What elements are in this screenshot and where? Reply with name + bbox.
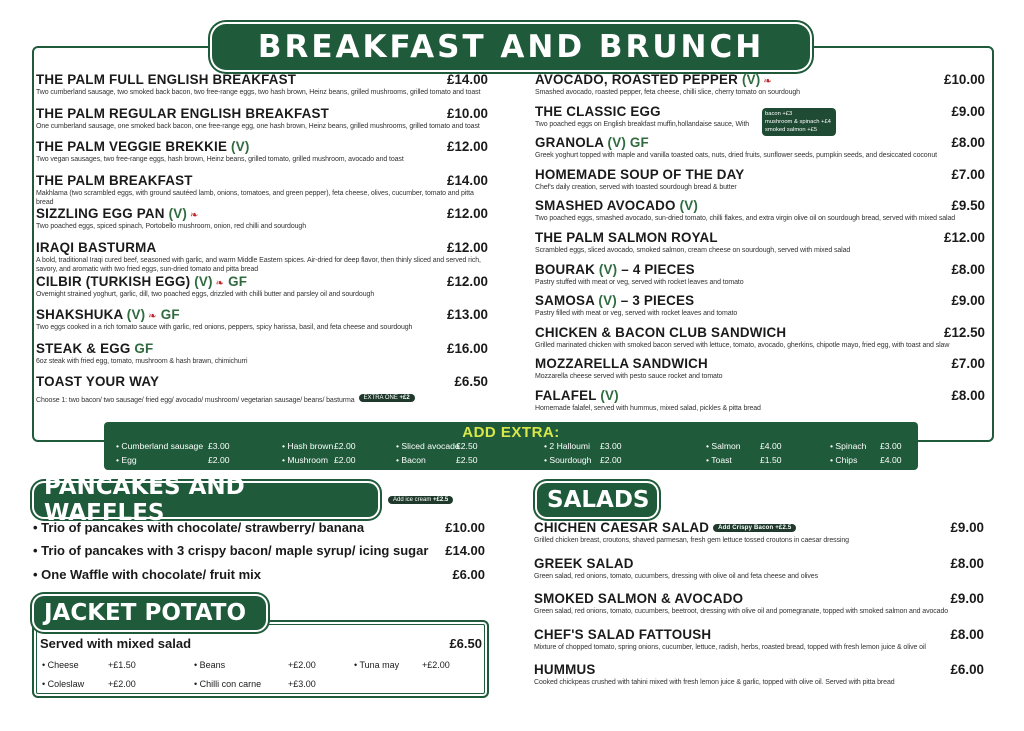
extra-item: • 2 Halloumi £3.00 <box>544 441 622 451</box>
extra-item: • Sourdough £2.00 <box>544 455 622 465</box>
item-name-wrap <box>535 293 694 308</box>
menu-item <box>36 139 488 173</box>
item-suffix: – 4 PIECES <box>621 261 695 277</box>
item-name-wrap <box>535 198 698 213</box>
extra-price: £3.00 <box>880 441 902 451</box>
badge-price: +£2.5 <box>433 497 449 503</box>
item-description: One cumberland sausage, one smoked back bacon, one free-range egg, one hash brown, Heinz beans, grilled mushrooms, grilled tomato and toast <box>36 122 480 130</box>
item-name: HUMMUS <box>534 662 596 677</box>
item-row <box>535 388 985 403</box>
item-name-wrap <box>36 307 180 322</box>
jacket-served: Served with mixed salad <box>40 636 192 651</box>
extra-price: £2.50 <box>456 441 478 451</box>
jacket-title: JACKET POTATO <box>44 600 247 626</box>
extra-name: Spinach <box>835 441 867 451</box>
item-description: Two poached eggs, spiced spinach, Portobello mushroom, onion, red chilli and sourdough <box>36 223 307 231</box>
item-price: £9.00 <box>951 293 985 309</box>
pancakes-title: PANCAKES AND WAFFLES <box>44 474 245 526</box>
badge-price: +£2.5 <box>775 525 792 532</box>
menu-item <box>535 262 985 294</box>
add-extra-box <box>104 422 918 470</box>
item-name-wrap <box>36 173 193 188</box>
item-name: FALAFEL <box>535 387 597 403</box>
menu-item <box>36 341 488 375</box>
item-description: Cooked chickpeas crushed with tahini mixed with fresh lemon juice & garlic, topped with olive oil. Served with pitta bread <box>534 679 895 686</box>
menu-item <box>535 230 985 262</box>
item-price: £10.00 <box>445 520 485 535</box>
item-name-wrap <box>535 135 649 150</box>
extra-item: • Hash brown £2.00 <box>282 441 356 451</box>
item-price: £9.50 <box>951 198 985 214</box>
item-name: GRANOLA <box>535 135 604 151</box>
item-row <box>535 356 985 371</box>
extra-name: Chips <box>835 455 858 465</box>
item-price: £14.00 <box>447 172 488 188</box>
item-description: Pastry filled with meat or veg, served with rocket leaves and tomato <box>535 310 738 318</box>
item-name: SMOKED SALMON & AVOCADO <box>534 591 744 606</box>
item-description: Smashed avocado, roasted pepper, feta cheese, chilli slice, cherry tomato on sourdough <box>535 89 800 96</box>
item-name: SMASHED AVOCADO <box>535 198 676 214</box>
chili-icon: ❧ <box>760 76 772 87</box>
classic-egg-addons <box>762 108 836 136</box>
item-name: THE PALM REGULAR ENGLISH BREAKFAST <box>36 105 329 121</box>
addon-line: smoked salmon +£5 <box>765 127 818 133</box>
menu-item <box>535 72 985 104</box>
item-price: £8.00 <box>951 387 985 403</box>
item-row <box>535 135 985 150</box>
menu-item <box>535 325 985 357</box>
item-description: Makhlama (two scrambled eggs, with ground sautéed lamb, onions, tomatoes, and green pepper), feta cheese, olives, cucumber, tomato and pitta bread <box>36 189 474 206</box>
item-name-wrap <box>36 72 296 87</box>
item-price: £9.00 <box>950 520 984 535</box>
item-row <box>534 556 984 571</box>
add-extra-title: ADD EXTRA: <box>462 424 560 441</box>
item-row <box>535 293 985 308</box>
item-name-wrap <box>535 72 772 87</box>
pancake-item <box>33 520 485 535</box>
item-price: £10.00 <box>944 72 985 87</box>
item-row <box>36 374 488 389</box>
extra-item: • Toast £1.50 <box>706 455 782 465</box>
item-price: £12.00 <box>447 206 488 222</box>
veg-tag: (V) <box>600 387 619 403</box>
extra-item: • Spinach £3.00 <box>830 441 902 451</box>
item-description: Chef's daily creation, served with toasted sourdough bread & butter <box>535 183 737 191</box>
item-row <box>36 173 488 188</box>
jacket-price: £6.50 <box>449 636 482 651</box>
salads-title: SALADS <box>547 487 650 513</box>
item-row <box>535 72 985 87</box>
extra-name: Salmon <box>711 441 741 451</box>
jacket-option <box>42 660 136 670</box>
menu-item <box>535 356 985 388</box>
addon-line: mushroom & spinach +£4 <box>765 119 831 125</box>
item-row <box>535 262 985 277</box>
veg-tag: (V) <box>194 273 213 289</box>
item-name-wrap <box>36 139 249 154</box>
item-name: AVOCADO, ROASTED PEPPER <box>535 72 739 87</box>
item-description: Two poached eggs on English breakfast muffin,hollandaise sauce, With <box>535 120 750 128</box>
item-name-wrap <box>534 556 634 571</box>
item-suffix: – 3 PIECES <box>620 293 695 309</box>
item-name: STEAK & EGG <box>36 340 131 356</box>
item-name: CHICKEN & BACON CLUB SANDWICH <box>535 324 787 340</box>
menu-item <box>535 293 985 325</box>
item-price: £8.00 <box>951 261 985 277</box>
jacket-potato-box <box>32 620 489 698</box>
extra-item: • Bacon £2.50 <box>396 455 478 465</box>
menu-item <box>36 240 488 274</box>
menu-item <box>36 374 488 408</box>
item-description: Mozzarella cheese served with pesto sauce rocket and tomato <box>535 373 723 381</box>
item-name-wrap <box>534 520 796 535</box>
item-price: £10.00 <box>447 105 488 121</box>
breakfast-left-column <box>36 72 488 408</box>
item-name-wrap <box>36 240 156 255</box>
pancakes-banner <box>34 474 378 526</box>
item-name-wrap <box>534 627 711 642</box>
extra-price: £2.00 <box>208 455 230 465</box>
item-row <box>534 627 984 642</box>
jacket-option <box>194 679 316 689</box>
item-name-wrap <box>36 106 329 121</box>
item-name: THE PALM VEGGIE BREKKIE <box>36 139 228 155</box>
badge-price: +£2 <box>399 395 410 402</box>
pancake-item <box>33 543 485 558</box>
item-price: £13.00 <box>447 307 488 323</box>
item-price: £9.00 <box>951 103 985 119</box>
item-name: THE CLASSIC EGG <box>535 103 661 119</box>
item-description: Two vegan sausages, two free-range eggs, hash brown, Heinz beans, grilled tomato, grilled mushroom, avocado and toast <box>36 156 404 164</box>
item-price: £12.00 <box>944 229 985 245</box>
item-name: • Trio of pancakes with chocolate/ strawberry/ banana <box>33 520 365 535</box>
item-name-wrap <box>36 341 153 356</box>
title-banner <box>212 24 810 70</box>
salad-item <box>534 556 984 592</box>
item-name: THE PALM BREAKFAST <box>36 172 193 188</box>
option-name: • Coleslaw <box>42 679 85 689</box>
item-price: £12.50 <box>944 324 985 340</box>
gf-tag: GF <box>160 307 180 323</box>
item-name: CILBIR (TURKISH EGG) <box>36 273 191 289</box>
extra-name: Bacon <box>401 455 426 465</box>
jacket-option <box>42 679 136 689</box>
salad-item <box>534 627 984 663</box>
chili-icon: ❧ <box>212 277 225 289</box>
item-price: £6.50 <box>454 374 488 390</box>
item-price: £7.00 <box>951 166 985 182</box>
salad-item <box>534 591 984 627</box>
item-description: Greek yoghurt topped with maple and vanilla toasted oats, nuts, dried fruits, sunflower seeds, pumpkin seeds, and desiccated coconut <box>535 152 937 160</box>
addon-line: bacon +£3 <box>765 111 793 117</box>
item-name-wrap <box>36 274 247 289</box>
item-name: SAMOSA <box>535 293 595 309</box>
extra-name: Toast <box>711 455 732 465</box>
menu-item <box>535 104 985 136</box>
item-price: £8.00 <box>951 135 985 151</box>
gf-tag: GF <box>629 135 649 151</box>
item-description: Two eggs cooked in a rich tomato sauce with garlic, red onions, peppers, spicy harissa, basil, and feta cheese and sourdough <box>36 324 413 332</box>
item-name: SHAKSHUKA <box>36 307 123 323</box>
item-price: £6.00 <box>452 567 485 582</box>
item-price: £12.00 <box>447 239 488 255</box>
option-name: • Chilli con carne <box>194 679 262 689</box>
salads-banner <box>537 483 657 517</box>
veg-tag: (V) <box>168 206 188 222</box>
item-price: £16.00 <box>447 340 488 356</box>
badge-label: EXTRA ONE <box>363 395 398 402</box>
extra-price: £3.00 <box>208 441 230 451</box>
item-name: CHEF'S SALAD FATTOUSH <box>534 626 712 642</box>
chili-icon: ❧ <box>187 210 199 222</box>
item-price: £8.00 <box>950 626 984 642</box>
item-description: A bold, traditional Iraqi cured beef, seasoned with garlic, and warm Middle Eastern spices. Air-dried for deep flavor, then thinly sliced and served rich, savory, and aromatic with two fried eggs, sun-dried tomato and pitta bread <box>36 256 481 273</box>
veg-tag: (V) <box>231 139 250 155</box>
item-name-wrap <box>535 167 744 182</box>
extra-item: • Salmon £4.00 <box>706 441 782 451</box>
item-name-wrap <box>36 206 199 221</box>
menu-item <box>535 198 985 230</box>
item-price: £12.00 <box>447 273 488 289</box>
item-description: Choose 1: two bacon/ two sausage/ fried egg/ avocado/ mushroom/ vegetarian sausage/ beans/ basturma <box>36 397 355 405</box>
item-price: £9.00 <box>950 591 984 606</box>
veg-tag: (V) <box>598 293 617 309</box>
menu-item <box>36 106 488 140</box>
item-name: • One Waffle with chocolate/ fruit mix <box>33 567 261 582</box>
item-description: Pastry stuffed with meat or veg, served with rocket leaves and tomato <box>535 278 744 286</box>
menu-item <box>36 206 488 240</box>
jacket-option <box>194 660 316 670</box>
option-name: • Tuna may <box>354 660 400 670</box>
option-price: +£3.00 <box>288 679 316 689</box>
veg-tag: (V) <box>607 135 626 151</box>
extra-price: £4.00 <box>880 455 902 465</box>
item-name: HOMEMADE SOUP OF THE DAY <box>535 166 745 182</box>
pancake-item <box>33 567 485 582</box>
gf-tag: GF <box>228 273 248 289</box>
item-row <box>36 307 488 322</box>
item-price: £6.00 <box>950 662 984 677</box>
extra-name: Sourdough <box>549 455 592 465</box>
extra-name: Cumberland sausage <box>121 441 204 451</box>
item-price: £14.00 <box>445 543 485 558</box>
extra-price: £2.00 <box>334 441 356 451</box>
item-name: IRAQI BASTURMA <box>36 239 157 255</box>
jacket-served-row <box>40 636 482 651</box>
item-description: Homemade falafel, served with hummus, mixed salad, pickles & pitta bread <box>535 404 761 412</box>
item-name: THE PALM SALMON ROYAL <box>535 229 718 245</box>
item-name: • Trio of pancakes with 3 crispy bacon/ maple syrup/ icing sugar <box>33 543 429 558</box>
item-row <box>535 230 985 245</box>
item-description: Green salad, red onions, tomato, cucumbers, dressing with olive oil and feta cheese and olives <box>534 572 818 580</box>
menu-item <box>36 274 488 308</box>
item-row <box>36 139 488 154</box>
item-name-wrap <box>535 262 695 277</box>
gf-tag: GF <box>134 340 154 356</box>
item-name: TOAST YOUR WAY <box>36 374 160 390</box>
item-name: CHICHEN CAESAR SALAD <box>534 520 710 535</box>
item-name: THE PALM FULL ENGLISH BREAKFAST <box>36 72 297 87</box>
option-price: +£2.00 <box>422 660 450 670</box>
item-row <box>535 198 985 213</box>
extra-price: £3.00 <box>600 441 622 451</box>
salad-item <box>534 520 984 556</box>
item-row <box>535 325 985 340</box>
veg-tag: (V) <box>679 198 699 214</box>
item-row <box>534 591 984 606</box>
veg-tag: (V) <box>741 72 761 87</box>
menu-item <box>535 135 985 167</box>
extra-price: £1.50 <box>760 455 782 465</box>
veg-tag: (V) <box>598 261 618 277</box>
item-name-wrap <box>535 388 619 403</box>
page-title: BREAKFAST AND BRUNCH <box>257 29 765 65</box>
item-price: £7.00 <box>951 356 985 372</box>
item-row <box>534 520 984 535</box>
badge-label: Add ice cream <box>393 497 432 503</box>
extra-name: 2 Halloumi <box>549 441 591 451</box>
salad-item <box>534 662 984 698</box>
item-row <box>535 104 985 119</box>
menu-item <box>535 167 985 199</box>
item-name-wrap <box>535 325 786 340</box>
extra-price: £2.00 <box>600 455 622 465</box>
item-row <box>36 72 488 87</box>
item-description: Overnight strained yoghurt, garlic, dill, two poached eggs, drizzled with chilli butter and parsley oil and sourdough <box>36 290 375 298</box>
item-name-wrap <box>534 591 743 606</box>
extra-item: • Mushroom £2.00 <box>282 455 356 465</box>
item-row <box>36 341 488 356</box>
item-description: Scrambled eggs, sliced avocado, smoked salmon, cream cheese on sourdough, served with mixed salad <box>535 246 851 254</box>
item-description: Grilled marinated chicken with smoked bacon served with lettuce, tomato, avocado, gherkins, chipotle mayo, fried egg, with toast and slaw <box>535 341 950 349</box>
jacket-option <box>354 660 450 670</box>
extra-name: Sliced avocado <box>401 441 460 451</box>
option-price: +£2.00 <box>108 679 136 689</box>
menu-item <box>535 388 985 420</box>
option-price: +£2.00 <box>288 660 316 670</box>
item-row <box>534 662 984 677</box>
extra-price: £2.50 <box>456 455 478 465</box>
option-price: +£1.50 <box>108 660 136 670</box>
extra-item: • Chips £4.00 <box>830 455 902 465</box>
option-name: • Cheese <box>42 660 79 670</box>
item-name: MOZZARELLA SANDWICH <box>535 356 708 372</box>
menu-item <box>36 72 488 106</box>
jacket-banner <box>34 596 266 630</box>
menu-item <box>36 307 488 341</box>
item-description: Mixture of chopped tomato, spring onions, cucumber, lettuce, radish, herbs, roasted bread, topped with fresh lemon juice & olive oil <box>534 643 926 651</box>
item-name-wrap <box>36 374 159 389</box>
extra-name: Egg <box>121 455 137 465</box>
item-description: Two cumberland sausage, two smoked back bacon, two free-range eggs, two hash brown, Heinz beans, grilled mushrooms, grilled tomato and toast <box>36 89 481 96</box>
extra-one-badge <box>359 394 415 402</box>
item-row <box>36 240 488 255</box>
menu-item <box>36 173 488 207</box>
item-description: Grilled chicken breast, croutons, shaved parmesan, fresh gem lettuce tossed croutons in caesar dressing <box>534 537 849 544</box>
extra-item: • Egg £2.00 <box>116 455 230 465</box>
item-description: Green salad, red onions, tomato, cucumbers, beetroot, dressing with olive oil and pomegranate, topped with smoked salmon and avocado <box>534 608 949 615</box>
item-price: £8.00 <box>950 555 984 571</box>
item-name-wrap <box>535 230 718 245</box>
badge-label: Add Crispy Bacon <box>718 525 774 532</box>
option-name: • Beans <box>194 660 226 670</box>
veg-tag: (V) <box>126 307 146 323</box>
item-row <box>535 167 985 182</box>
salads-list <box>534 520 984 698</box>
extra-item: • Sliced avocado £2.50 <box>396 441 478 451</box>
item-name: GREEK SALAD <box>534 555 634 571</box>
extra-name: Hash brown <box>287 441 334 451</box>
item-price: £14.00 <box>447 72 488 87</box>
item-name-wrap <box>535 104 661 119</box>
ice-cream-badge <box>388 496 453 504</box>
item-row <box>36 206 488 221</box>
breakfast-right-column <box>535 72 985 420</box>
item-description: Two poached eggs, smashed avocado, sun-dried tomato, chilli flakes, and extra virgin olive oil on sourdough bread, served with mixed salad <box>535 215 956 223</box>
extra-price: £2.00 <box>334 455 356 465</box>
item-row <box>36 106 488 121</box>
item-price: £12.00 <box>447 139 488 155</box>
extra-item: • Cumberland sausage £3.00 <box>116 441 230 451</box>
item-name: SIZZLING EGG PAN <box>36 206 165 222</box>
item-name-wrap <box>534 662 595 677</box>
item-row <box>36 274 488 289</box>
crispy-bacon-badge <box>713 524 796 532</box>
chili-icon: ❧ <box>145 311 157 323</box>
item-name: BOURAK <box>535 261 595 277</box>
item-description: 6oz steak with fried egg, tomato, mushroom & hash brawn, chimichurri <box>36 357 248 365</box>
extra-name: Mushroom <box>287 455 328 465</box>
item-name-wrap <box>535 356 708 371</box>
extra-price: £4.00 <box>760 441 782 451</box>
